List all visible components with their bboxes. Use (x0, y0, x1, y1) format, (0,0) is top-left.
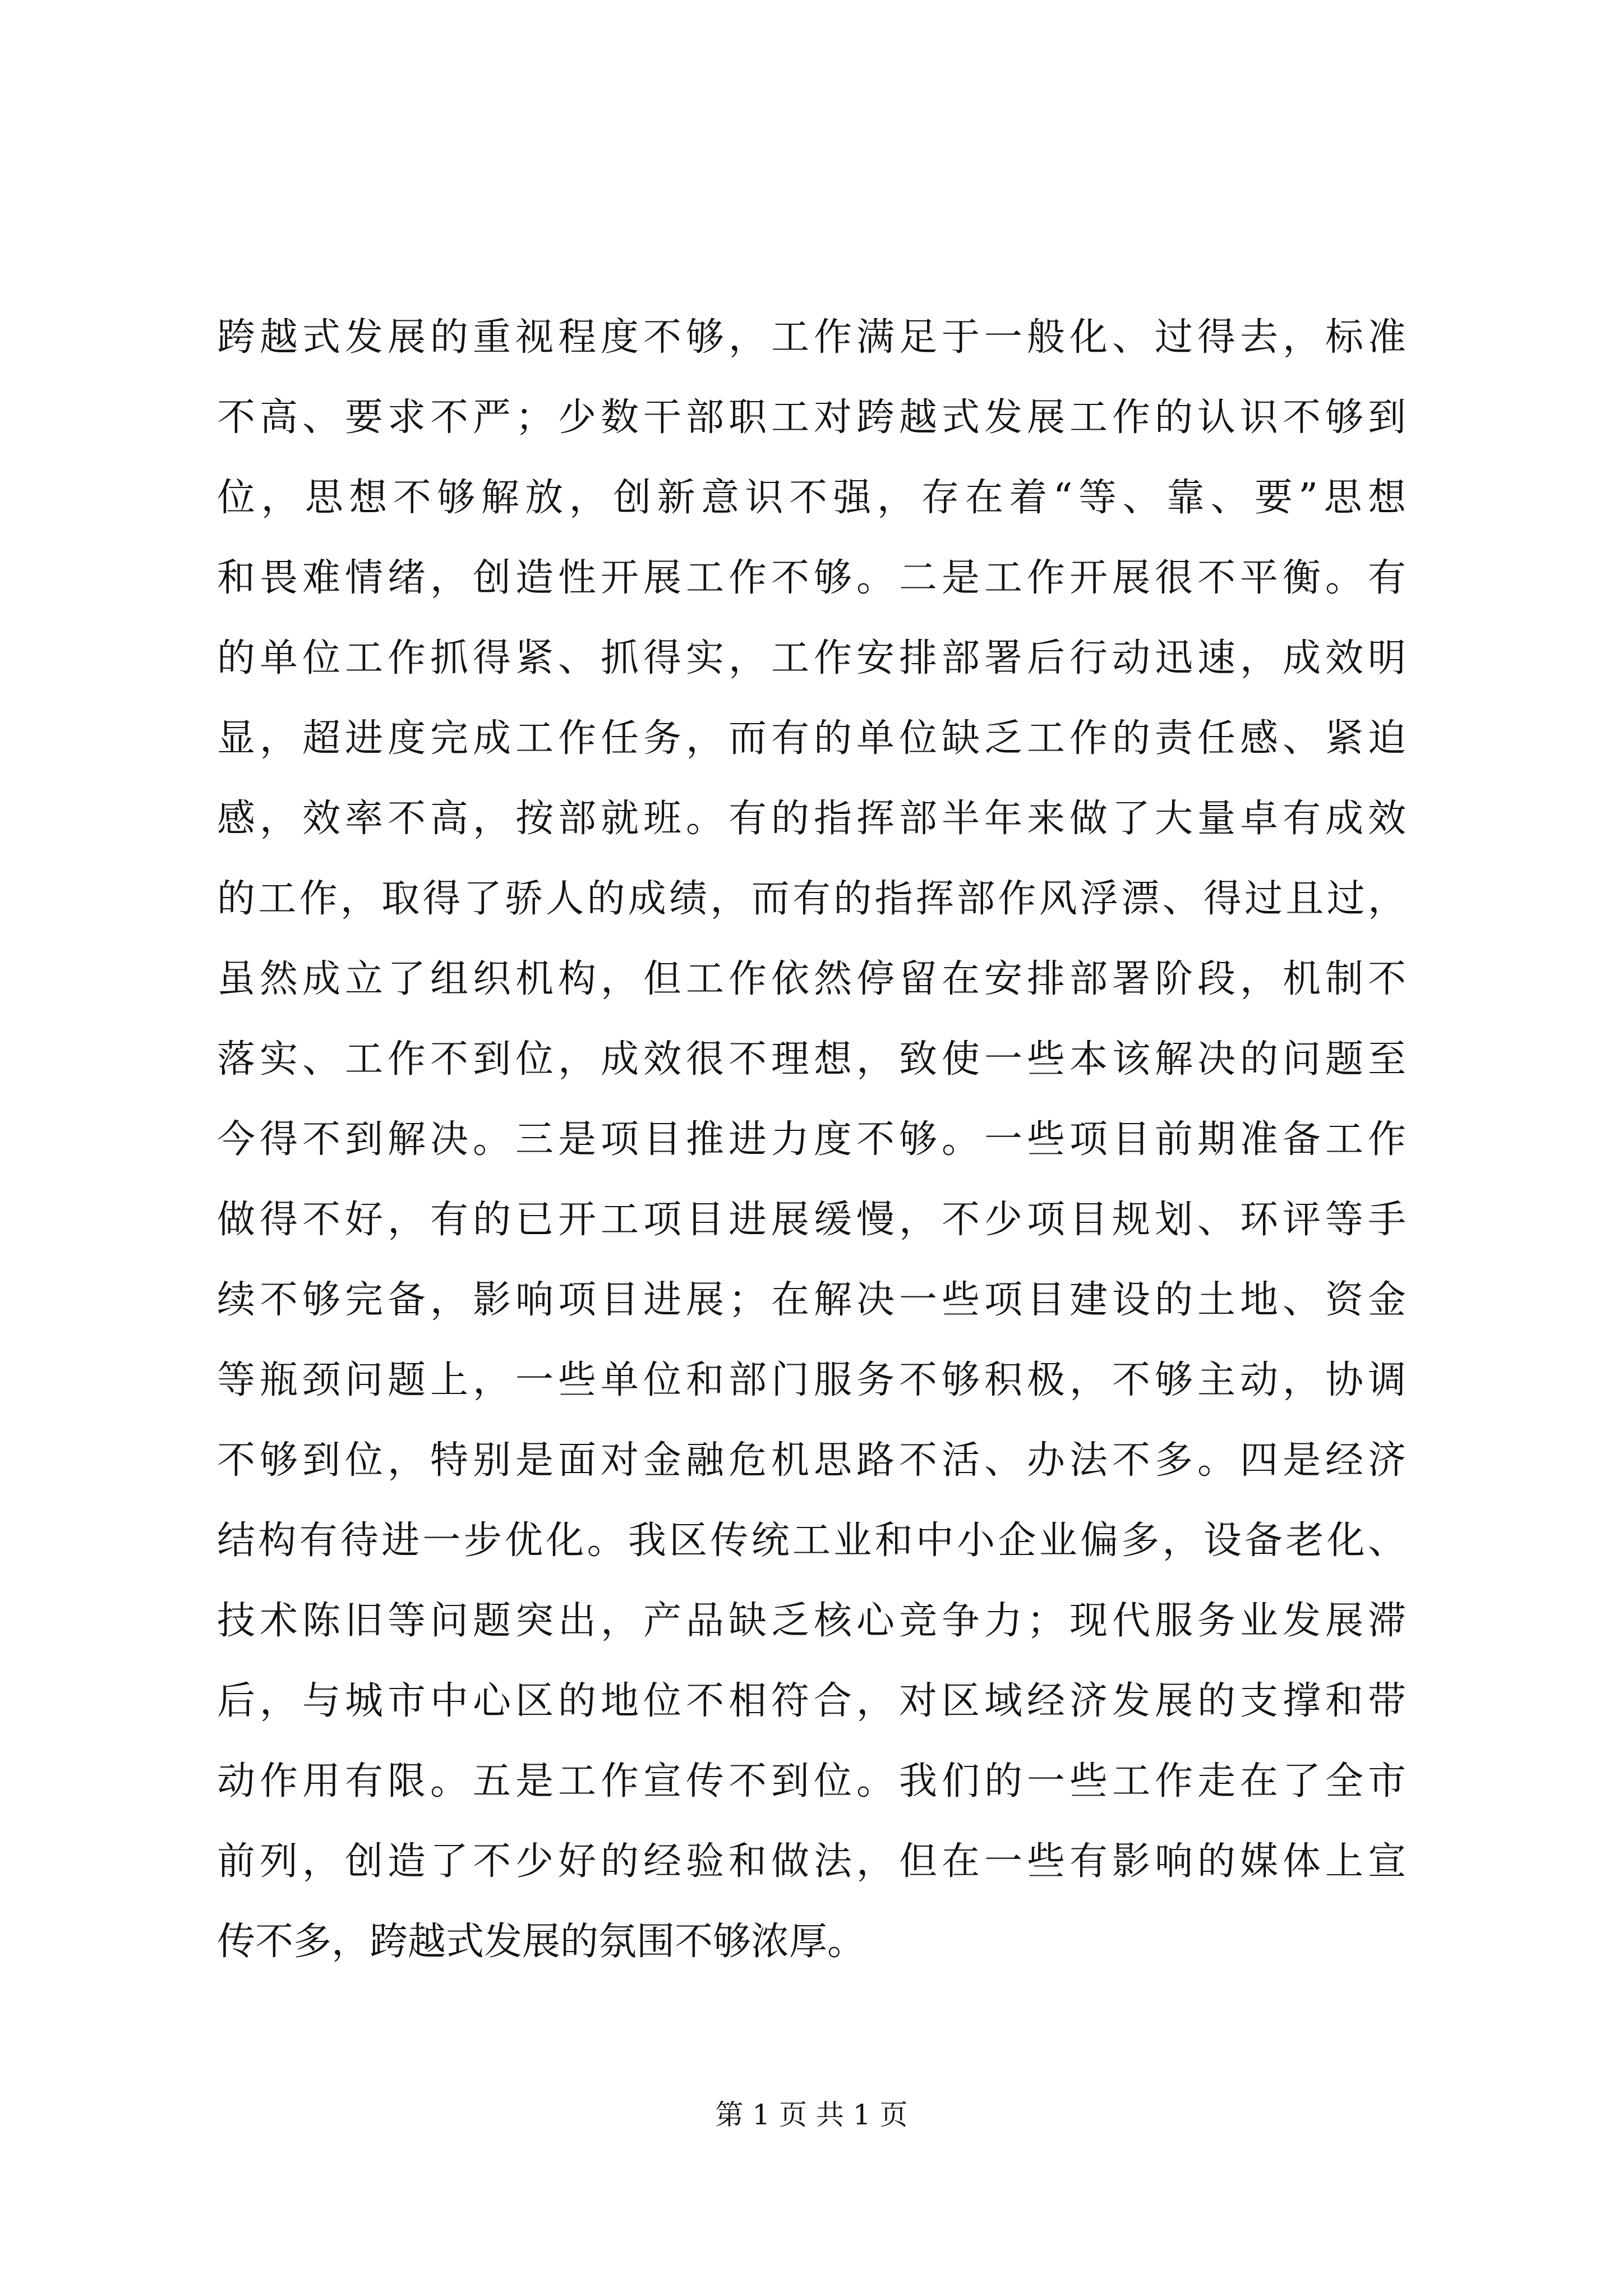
text-line: 虽然成立了组织机构，但工作依然停留在安排部署阶段，机制不 (217, 957, 1406, 1001)
text-line: 不高、要求不严；少数干部职工对跨越式发展工作的认识不够到 (217, 395, 1406, 440)
text-line: 今得不到解决。三是项目推进力度不够。一些项目前期准备工作 (217, 1117, 1406, 1162)
text-line: 结构有待进一步优化。我区传统工业和中小企业偏多，设备老化、 (217, 1519, 1406, 1563)
text-line: 和畏难情绪，创造性开展工作不够。二是工作开展很不平衡。有 (217, 556, 1406, 600)
text-line: 续不够完备，影响项目进展；在解决一些项目建设的土地、资金 (217, 1278, 1406, 1322)
text-line: 后，与城市中心区的地位不相符合，对区域经济发展的支撑和带 (217, 1679, 1406, 1723)
text-line: 的单位工作抓得紧、抓得实，工作安排部署后行动迅速，成效明 (217, 636, 1406, 680)
text-line: 等瓶颈问题上，一些单位和部门服务不够积极，不够主动，协调 (217, 1358, 1406, 1402)
text-line: 跨越式发展的重视程度不够，工作满足于一般化、过得去，标准 (217, 315, 1406, 360)
text-line: 传不多，跨越式发展的氛围不够浓厚。 (217, 1920, 866, 1964)
page-number-footer: 第 1 页 共 1 页 (715, 2099, 908, 2131)
text-line: 感，效率不高，按部就班。有的指挥部半年来做了大量卓有成效 (217, 797, 1406, 841)
body-paragraph (217, 297, 1406, 1982)
text-line: 前列，创造了不少好的经验和做法，但在一些有影响的媒体上宣 (217, 1839, 1406, 1884)
text-line: 位，思想不够解放，创新意识不强，存在着“等、靠、要”思想 (217, 476, 1406, 520)
text-line: 的工作，取得了骄人的成绩，而有的指挥部作风浮漂、得过且过， (217, 877, 1406, 921)
text-line: 做得不好，有的已开工项目进展缓慢，不少项目规划、环评等手 (217, 1198, 1406, 1242)
text-line: 动作用有限。五是工作宣传不到位。我们的一些工作走在了全市 (217, 1759, 1406, 1803)
text-line: 显，超进度完成工作任务，而有的单位缺乏工作的责任感、紧迫 (217, 716, 1406, 761)
text-line: 落实、工作不到位，成效很不理想，致使一些本该解决的问题至 (217, 1037, 1406, 1082)
text-line: 不够到位，特别是面对金融危机思路不活、办法不多。四是经济 (217, 1438, 1406, 1483)
text-line: 技术陈旧等问题突出，产品缺乏核心竞争力；现代服务业发展滞 (217, 1599, 1406, 1643)
